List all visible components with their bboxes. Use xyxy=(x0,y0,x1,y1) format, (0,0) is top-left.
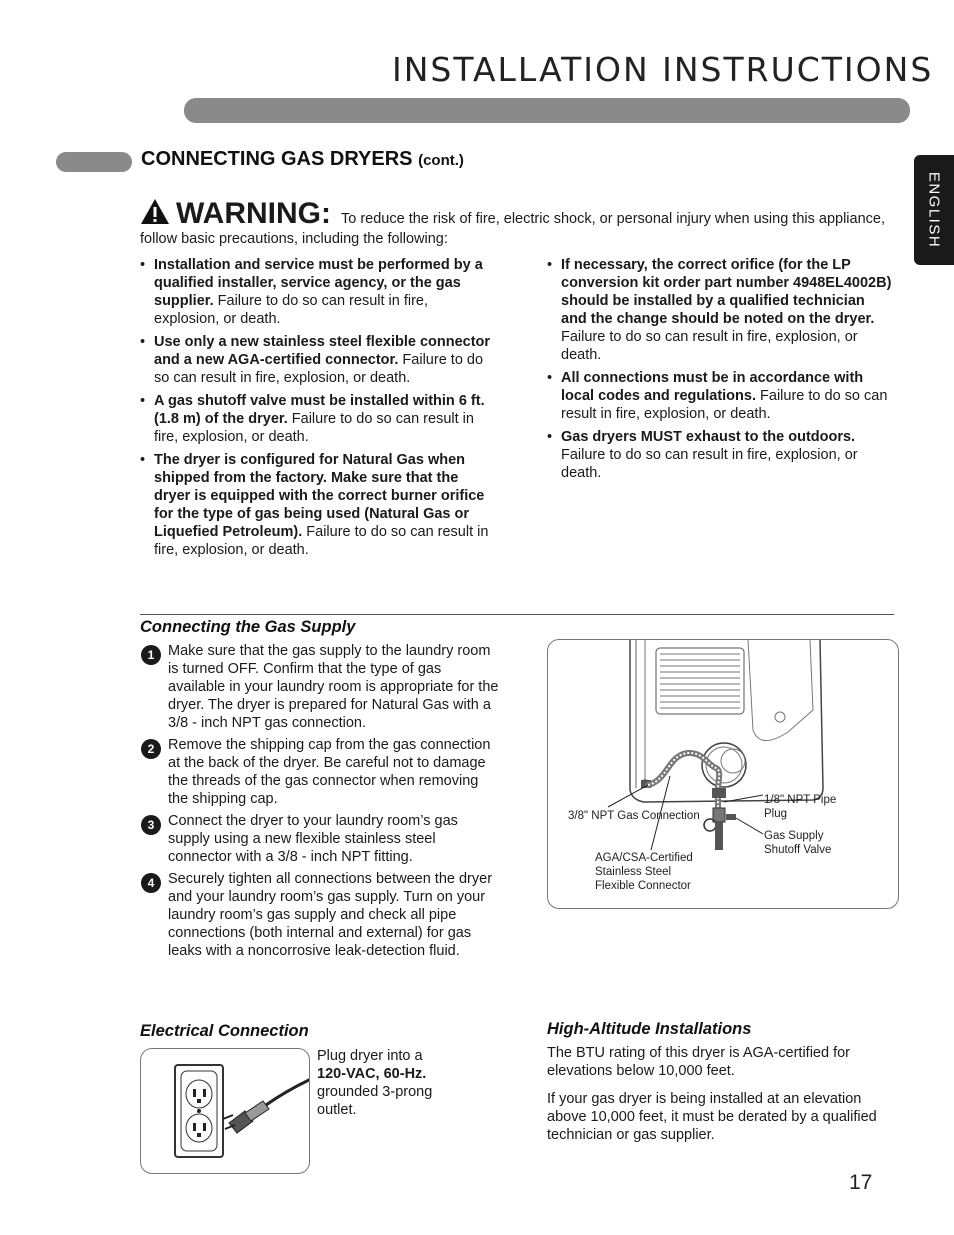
warning-bullet xyxy=(547,256,892,364)
warning-intro-text: To reduce the risk of fire, electric shock, or personal injury when using this appliance, follow basic precautions, including the following: xyxy=(140,211,886,247)
step-number: 3 xyxy=(141,815,161,835)
title-bar xyxy=(184,98,910,123)
section-pill xyxy=(56,152,132,172)
gas-supply-heading: Connecting the Gas Supply xyxy=(140,618,356,636)
warning-bullet-bold: Installation and service must be performed by a qualified installer, service agency, or the gas supplier. xyxy=(154,257,483,309)
warning-bullet-bold: Use only a new stainless steel flexible connector and a new AGA-certified connector. xyxy=(154,334,491,368)
warning-bullet-bold: If necessary, the correct orifice (for the LP conversion kit order part number 4948EL4002B) should be installed by a qualified technician and the change should be noted on the dryer. xyxy=(561,257,892,327)
step-text: Securely tighten all connections between the dryer and your laundry room’s gas supply. Turn on your laundry room’s gas supply and check all pipe connections (both internal and external) for gas leaks with a noncorrosive leak-detection fluid. xyxy=(168,871,493,959)
bullet-dot: • xyxy=(140,393,146,409)
warning-bullet-text: Failure to do so can result in fire, explosion, or death. xyxy=(561,329,858,363)
step-1 xyxy=(140,642,500,732)
warning-bullet-bold: All connections must be in accordance with local codes and regulations. xyxy=(561,370,864,404)
warning-bullet-bold: Gas dryers MUST exhaust to the outdoors. xyxy=(561,429,856,445)
step-4 xyxy=(140,870,500,960)
altitude-heading: High-Altitude Installations xyxy=(547,1020,752,1038)
bullet-dot: • xyxy=(547,257,553,273)
warning-bullet-text: Failure to do so can result in fire, explosion, or death. xyxy=(561,388,888,422)
label-shutoff-valve: Gas Supply Shutoff Valve xyxy=(764,830,832,856)
electrical-text-pre: Plug dryer into a xyxy=(317,1048,423,1064)
step-text: Connect the dryer to your laundry room’s gas supply using a new flexible stainless steel connector with a 3/8 - inch NPT fitting. xyxy=(168,813,458,865)
electrical-text xyxy=(317,1047,467,1119)
warning-bullet-bold: A gas shutoff valve must be installed within 6 ft. (1.8 m) of the dryer. xyxy=(154,393,485,427)
bullet-dot: • xyxy=(140,257,146,273)
step-text: Remove the shipping cap from the gas connection at the back of the dryer. Be careful not to damage the threads of the gas connector when removing the shipping cap. xyxy=(168,737,491,807)
altitude-paragraph-2: If your gas dryer is being installed at an elevation above 10,000 feet, it must be derated by a qualified technician or gas supplier. xyxy=(547,1091,877,1143)
warning-bullet xyxy=(547,428,892,482)
warning-bullet-text: Failure to do so can result in fire, explosion, or death. xyxy=(154,352,484,386)
warning-triangle-icon xyxy=(140,198,170,230)
step-number: 1 xyxy=(141,645,161,665)
bullet-dot: • xyxy=(140,334,146,350)
outlet-plug-illustration xyxy=(141,1049,309,1173)
warning-bullet-text: Failure to do so can result in fire, explosion, or death. xyxy=(561,447,858,481)
page-title: INSTALLATION INSTRUCTIONS xyxy=(392,50,934,89)
section-title-text: CONNECTING GAS DRYERS xyxy=(141,148,413,170)
section-title xyxy=(141,148,464,171)
bullet-dot: • xyxy=(140,452,146,468)
warning-bullet-text: Failure to do so can result in fire, explosion, or death. xyxy=(154,411,474,445)
warning-list-left xyxy=(140,256,495,564)
electrical-text-bold: 120-VAC, 60-Hz. xyxy=(317,1066,427,1082)
warning-bullet xyxy=(140,256,495,328)
language-tab-label: ENGLISH xyxy=(925,171,943,249)
bullet-dot: • xyxy=(547,370,553,386)
altitude-paragraph-1: The BTU rating of this dryer is AGA-certified for elevations below 10,000 feet. xyxy=(547,1045,850,1079)
label-npt-gas-connection: 3/8" NPT Gas Connection xyxy=(568,810,700,822)
step-text: Make sure that the gas supply to the laundry room is turned OFF. Confirm that the type of gas available in your laundry room is appropriate for the dryer. The dryer is prepared for Natural Gas with a 3/8 - inch NPT gas connection. xyxy=(168,643,499,731)
step-number: 4 xyxy=(141,873,161,893)
page-number: 17 xyxy=(849,1171,873,1194)
step-2 xyxy=(140,736,500,808)
step-number: 2 xyxy=(141,739,161,759)
label-pipe-plug: 1/8" NPT Pipe Plug xyxy=(764,794,837,820)
bullet-dot: • xyxy=(547,429,553,445)
divider xyxy=(140,614,894,615)
warning-bullet-text: Failure to do so can result in fire, explosion, or death. xyxy=(154,524,489,558)
electrical-heading: Electrical Connection xyxy=(140,1022,309,1040)
altitude-text xyxy=(547,1044,897,1154)
outlet-illustration-box xyxy=(140,1048,310,1174)
warning-bullet xyxy=(547,369,892,423)
warning-list-right xyxy=(547,256,892,487)
electrical-text-post: grounded 3-prong outlet. xyxy=(317,1084,433,1118)
warning-bullet-text: Failure to do so can result in fire, explosion, or death. xyxy=(154,293,429,327)
label-flexible-connector: AGA/CSA-Certified Stainless Steel Flexible Connector xyxy=(595,852,693,892)
warning-bullet xyxy=(140,333,495,387)
language-tab xyxy=(914,155,954,265)
warning-bullet xyxy=(140,392,495,446)
step-3 xyxy=(140,812,500,866)
gas-supply-steps xyxy=(140,642,500,964)
warning-bullet xyxy=(140,451,495,559)
warning-intro xyxy=(140,198,900,248)
gas-connection-diagram xyxy=(547,639,899,909)
warning-bullet-bold: The dryer is configured for Natural Gas when shipped from the factory. Make sure that the dryer is equipped with the correct burner orifice for the type of gas being used (Natural Gas or Liquefied Petroleum). xyxy=(154,452,485,540)
warning-word: WARNING: xyxy=(176,197,331,230)
section-title-suffix: (cont.) xyxy=(418,152,464,169)
